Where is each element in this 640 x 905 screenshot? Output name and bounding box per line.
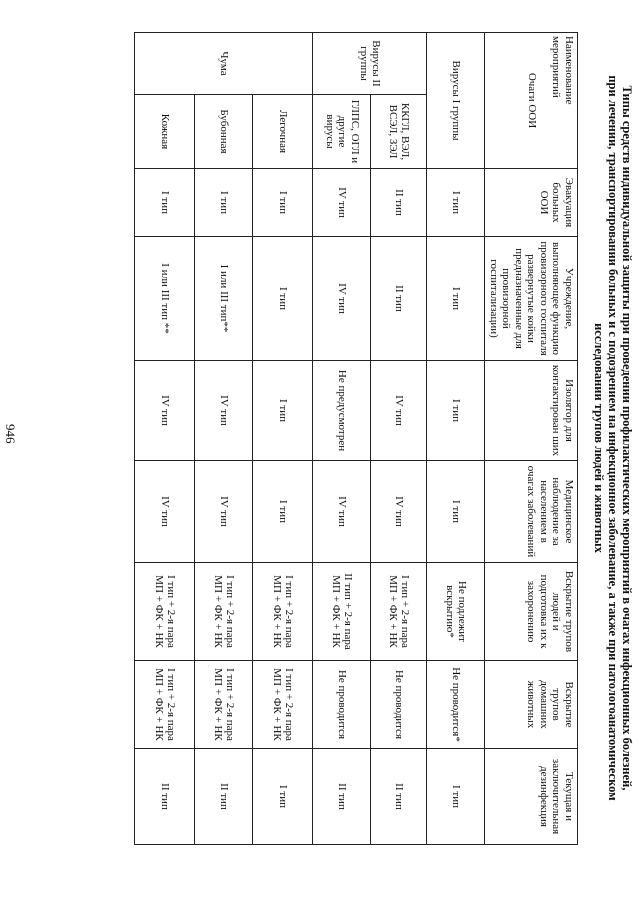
subgroup-label: ГЛПС, ОГЛ и другие вирусы [313, 95, 371, 169]
table-cell: II тип [195, 749, 253, 845]
column-header: Вскрытие трупов людей и подготовка их к захоронению [485, 563, 578, 661]
title-line: при лечении, транспортировании больных и с подозрением на инфекционное заболевание, а также при патологоанатомическом [606, 75, 620, 801]
table-cell: I тип + 2-я пара МП + ФК + НК [371, 563, 427, 661]
table-cell: I тип [427, 749, 485, 845]
table-cell: II тип [371, 169, 427, 237]
table-cell: II тип [313, 749, 371, 845]
table-cell: I тип [427, 169, 485, 237]
table-cell: Не проводится* [427, 661, 485, 749]
table-cell: II тип [371, 749, 427, 845]
table-cell: Не предусмотрен [313, 361, 371, 461]
table-cell: I тип [427, 361, 485, 461]
table-cell: IV тип [135, 361, 195, 461]
subgroup-label: ККГЛ, ВЭЛ, ВСЭЛ, ЗЭЛ [371, 95, 427, 169]
table-title [592, 22, 634, 854]
table-cell: IV тип [135, 461, 195, 563]
table-cell: I тип [253, 461, 313, 563]
table-cell: I тип + 2-я пара МП + ФК + НК [135, 563, 195, 661]
table-row [427, 33, 485, 845]
column-header: Медицинское наблюдение за населением в очагах заболеваний [485, 461, 578, 563]
subgroup-label: Бубонная [195, 95, 253, 169]
table-cell: Не проводится [371, 661, 427, 749]
header-measures-label: Наименование мероприятий [550, 36, 575, 105]
page-number: 946 [3, 424, 18, 444]
table-cell: I тип [253, 237, 313, 361]
title-line: Типы средств индивидуальной защиты при проведении профилактических мероприятий в очагах инфекционных болезней, [620, 85, 634, 791]
table-cell: II тип [371, 237, 427, 361]
table-cell: I тип [253, 169, 313, 237]
table-row [253, 33, 313, 845]
table-cell: IV тип [195, 361, 253, 461]
table-cell: I тип + 2-я пара МП + ФК + НК [135, 661, 195, 749]
table-cell: I тип + 2-я пара МП + ФК + НК [253, 661, 313, 749]
table-cell: I тип [427, 461, 485, 563]
table-cell: I тип + 2-я пара МП + ФК + НК [195, 661, 253, 749]
table-row [371, 33, 427, 845]
table-cell: I тип [427, 237, 485, 361]
title-line: исследовании трупов людей и животных [592, 323, 606, 553]
subgroup-label: Легочная [253, 95, 313, 169]
column-header: Изолятор для контактирован ших [485, 361, 578, 461]
table-cell: I или III тип ** [135, 237, 195, 361]
table-cell: IV тип [195, 461, 253, 563]
table-cell: II тип + 2-я пара МП + ФК + НК [313, 563, 371, 661]
table-cell: IV тип [313, 237, 371, 361]
table-row [135, 33, 195, 845]
table-cell: I или III тип** [195, 237, 253, 361]
table-cell: I тип [253, 361, 313, 461]
column-header: Учреждение, выполняющее функцию провизорного госпиталя развернутые койки предназначенные для провизорной госпитализации) [485, 237, 578, 361]
table-cell: I тип [195, 169, 253, 237]
group-label: Чума [135, 33, 313, 95]
group-label: Вирусы II группы [313, 33, 427, 95]
protection-types-table [135, 32, 579, 845]
table-cell: Не проводится [313, 661, 371, 749]
table-cell: I тип [135, 169, 195, 237]
table-cell: IV тип [371, 361, 427, 461]
table-row [195, 33, 253, 845]
table-row [313, 33, 371, 845]
rotated-page-content [78, 22, 638, 854]
table-cell: II тип [135, 749, 195, 845]
group-label: Вирусы I группы [427, 33, 485, 169]
table-cell: IV тип [371, 461, 427, 563]
header-foci-label: Очаги ООИ [526, 72, 538, 129]
header-corner [485, 33, 578, 169]
column-header: Текущая и заключительная дезинфекция [485, 749, 578, 845]
column-header: Эвакуация больных ООИ [485, 169, 578, 237]
table-cell: IV тип [313, 461, 371, 563]
table-cell: IV тип [313, 169, 371, 237]
table-cell: I тип + 2-я пара МП + ФК + НК [195, 563, 253, 661]
table-cell: Не подлежит вскрытию* [427, 563, 485, 661]
table-cell: I тип [253, 749, 313, 845]
table-cell: I тип + 2-я пара МП + ФК + НК [253, 563, 313, 661]
subgroup-label: Кожная [135, 95, 195, 169]
column-header: Вскрытие трупов домашних животных [485, 661, 578, 749]
